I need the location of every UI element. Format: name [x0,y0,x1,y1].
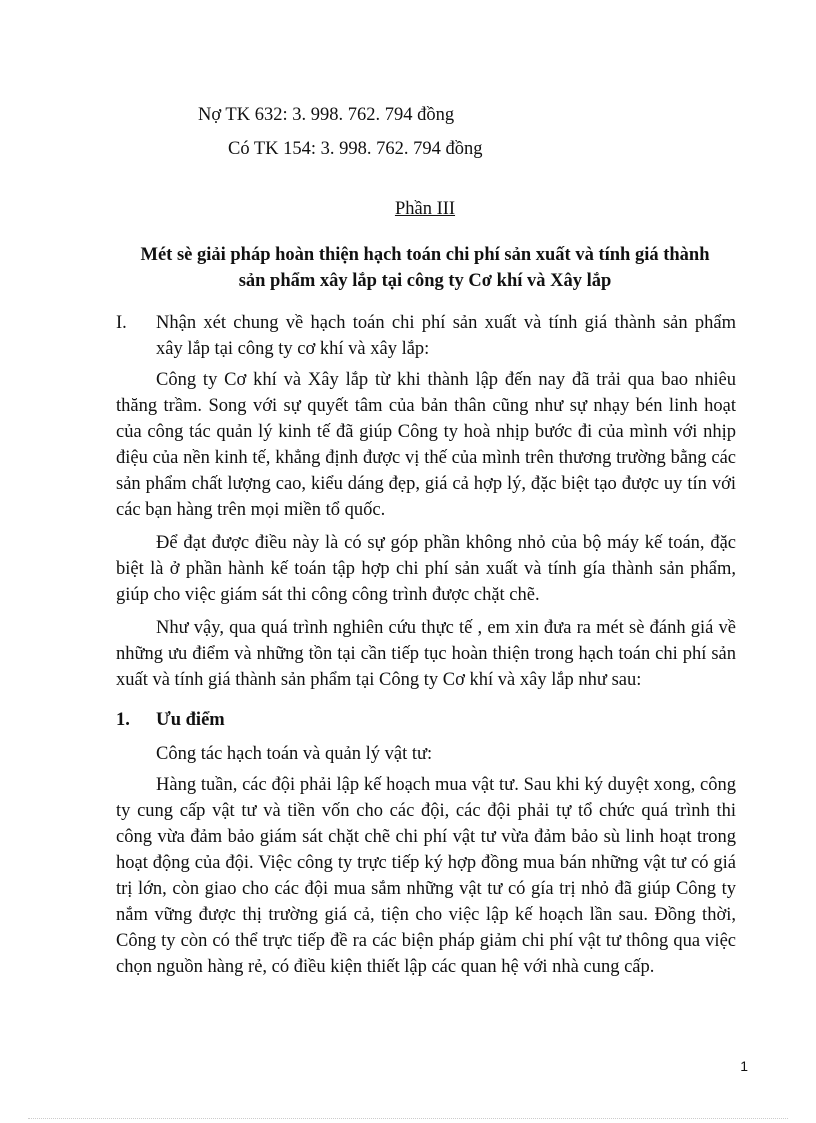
part-label: Phần III [394,199,456,219]
paragraph-4 [116,772,736,980]
section-number: I. [116,313,127,333]
paragraph-2-text: Để đạt được điều này là có sự góp phần không nhỏ của bộ máy kế toán, đặc biệt là ở phần hành kế toán tập hợp chi phí sản xuất và tính gía thành sản phẩm, giúp cho việc giám sát thi công công trình được chặt chẽ. [116,533,736,605]
subsection-number: 1. [116,710,130,730]
debit-entry: Nợ TK 632: 3. 998. 762. 794 đồng [198,105,455,125]
paragraph-4-text: Hàng tuần, các đội phải lập kế hoạch mua vật tư. Sau khi ký duyệt xong, công ty cung cấp vật tư và tiền vốn cho các đội, các đội phải tự tổ chức quá trình thi công vừa đảm bảo giám sát chặt chẽ chi phí vật tư vừa đảm bảo sù linh hoạt trong hoạt động của đội. Việc công ty trực tiếp ký hợp đồng mua bán những vật tư có giá trị lớn, còn giao cho các đội mua sắm những vật tư có gía trị nhỏ đã giúp Công ty nắm vững được thị trường giá cả, tiện cho việc lập kế hoạch lần sau. Đồng thời, Công ty còn có thể trực tiếp đề ra các biện pháp giảm chi phí vật tư thông qua việc chọn nguồn hàng rẻ, có điều kiện thiết lập các quan hệ với nhà cung cấp. [116,775,736,977]
section-heading [156,310,736,362]
paragraph-2 [116,530,736,608]
page-number: 1 [740,1058,748,1074]
part-title-line2: sản phẩm xây lắp tại công ty Cơ khí và Xây lắp [238,271,612,291]
paragraph-1-text: Công ty Cơ khí và Xây lắp từ khi thành lập đến nay đã trải qua bao nhiêu thăng trầm. Song với sự quyết tâm của bản thân cũng như sự nhạy bén linh hoạt của công tác quản lý kinh tế đã giúp Công ty hoà nhịp bước đi của mình với nhịp điệu của nền kinh tế, khẳng định được vị thế của mình trên thương trường bằng các sản phẩm chất lượng cao, kiểu dáng đẹp, giá cả hợp lý, đặc biệt tạo được uy tín với các bạn hàng trên mọi miền tổ quốc. [116,370,736,520]
credit-entry: Có TK 154: 3. 998. 762. 794 đồng [228,139,483,159]
part-title-line1: Mét sè giải pháp hoàn thiện hạch toán chi phí sản xuất và tính giá thành [140,245,710,265]
paragraph-3 [116,615,736,693]
section-heading-line2: xây lắp tại công ty cơ khí và xây lắp: [156,339,430,359]
page-bottom-divider [28,1118,788,1119]
subheading: Công tác hạch toán và quản lý vật tư: [156,744,433,764]
paragraph-1 [116,367,736,523]
subsection-title: Ưu điểm [156,710,225,730]
section-heading-line1: Nhận xét chung về hạch toán chi phí sản xuất và tính giá thành sản phẩm [156,313,736,333]
paragraph-3-text: Như vậy, qua quá trình nghiên cứu thực tế , em xin đưa ra mét sè đánh giá về những ưu điểm và những tồn tại cần tiếp tục hoàn thiện trong hạch toán chi phí sản xuất và tính giá thành sản phẩm tại Công ty Cơ khí và xây lắp như sau: [116,618,736,690]
